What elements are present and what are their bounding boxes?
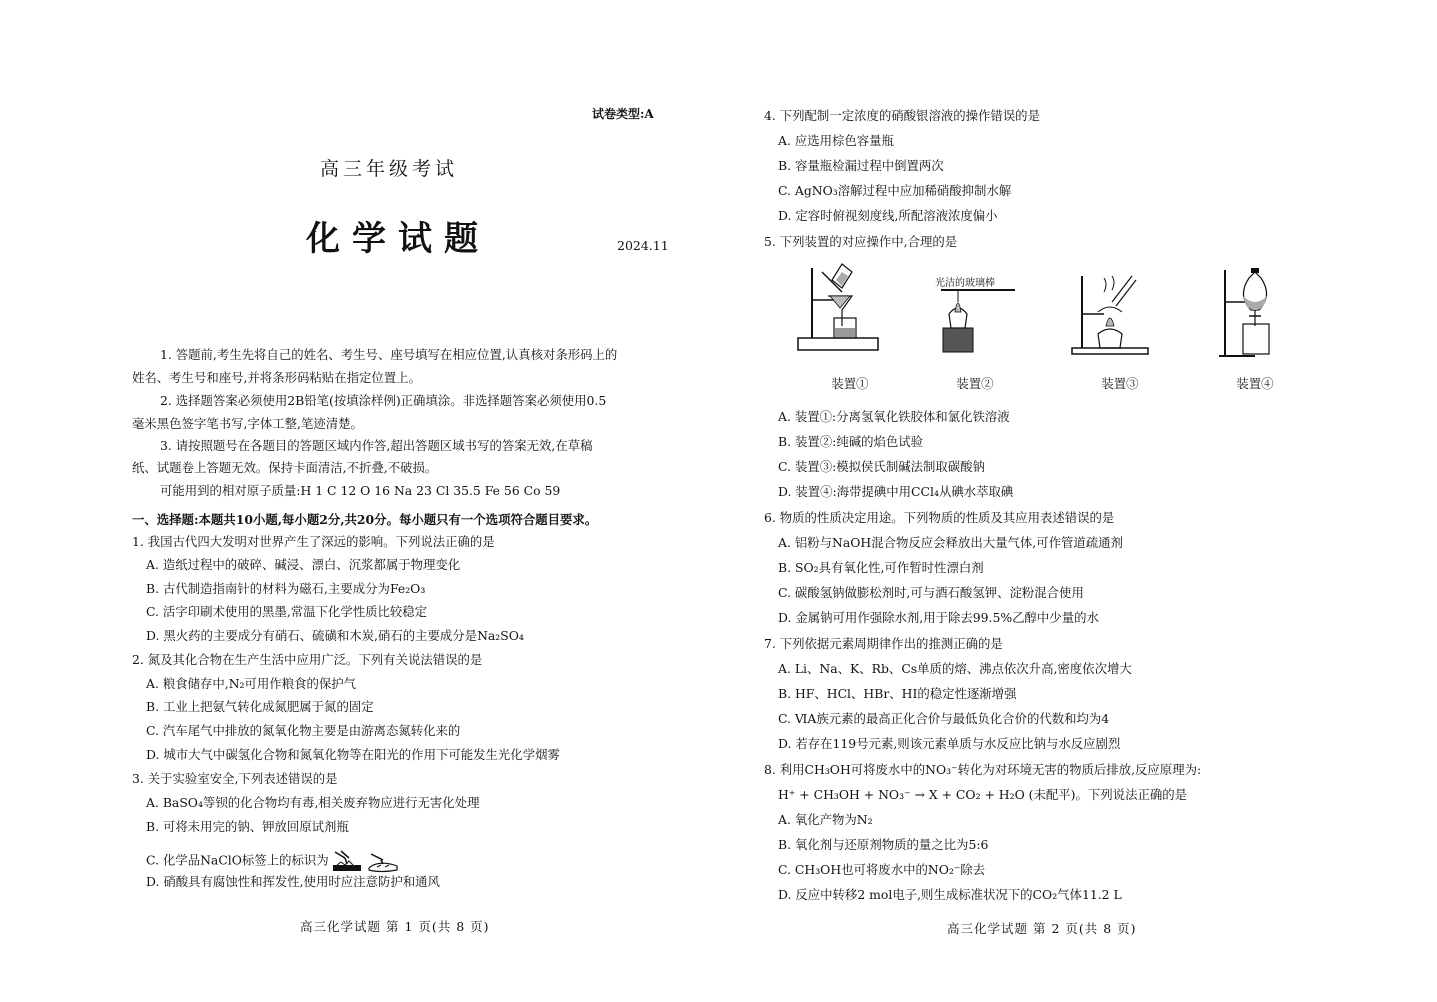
section-heading: 一、选择题:本题共10小题,每小题2分,共20分。每小题只有一个选项符合题目要求。 (132, 512, 598, 527)
option-c: C. 装置③:模拟侯氏制碱法制取碳酸钠 (778, 459, 985, 474)
option-d: D. 定容时俯视刻度线,所配溶液浓度偏小 (778, 208, 998, 223)
option-a: A. 造纸过程中的破碎、碱浸、漂白、沉浆都属于物理变化 (146, 557, 461, 572)
question-stem: 8. 利用CH₃OH可将废水中的NO₃⁻转化为对环境无害的物质后排放,反应原理为: (764, 762, 1202, 777)
option-d: D. 金属钠可用作强除水剂,用于除去99.5%乙醇中少量的水 (778, 610, 1099, 625)
option-b: B. 容量瓶检漏过程中倒置两次 (778, 158, 944, 173)
exam-date: 2024.11 (617, 238, 669, 253)
option-a: A. 氧化产物为N₂ (778, 812, 873, 827)
option-c (146, 848, 403, 874)
atomic-mass-line: 可能用到的相对原子质量:H 1 C 12 O 16 Na 23 Cl 35.5 Fe 56 Co 59 (160, 483, 561, 498)
subject-title: 化学试题 (306, 219, 490, 259)
option-a: A. 应选用棕色容量瓶 (778, 133, 894, 148)
notice-line: 毫米黑色签字笔书写,字体工整,笔迹清楚。 (132, 416, 363, 431)
option-c: C. 汽车尾气中排放的氮氧化物主要是由游离态氮转化来的 (146, 723, 461, 738)
option-c: C. AgNO₃溶解过程中应加稀硝酸抑制水解 (778, 183, 1012, 198)
apparatus-3 (1060, 262, 1180, 392)
option-d: D. 硝酸具有腐蚀性和挥发性,使用时应注意防护和通风 (146, 874, 440, 889)
apparatus-figure (790, 262, 1420, 392)
apparatus-2 (915, 262, 1035, 392)
option-a: A. 装置①:分离氢氧化铁胶体和氯化铁溶液 (778, 409, 1010, 424)
option-d: D. 黑火药的主要成分有硝石、硫磺和木炭,硝石的主要成分是Na₂SO₄ (146, 628, 524, 643)
notice-line: 1. 答题前,考生先将自己的姓名、考生号、座号填写在相应位置,认真核对条形码上的 (160, 347, 618, 362)
notice-line: 姓名、考生号和座号,并将条形码粘贴在指定位置上。 (132, 370, 421, 385)
option-a: A. BaSO₄等钡的化合物均有毒,相关废弃物应进行无害化处理 (146, 795, 480, 810)
apparatus-1-label: 装置① (831, 376, 869, 391)
option-b: B. 装置②:纯碱的焰色试验 (778, 434, 924, 449)
option-b: B. 氧化剂与还原剂物质的量之比为5:6 (778, 837, 989, 852)
option-c-text: C. 化学品NaClO标签上的标识为 (146, 852, 329, 868)
apparatus-2-label: 装置② (956, 376, 994, 391)
question-stem: 5. 下列装置的对应操作中,合理的是 (764, 234, 958, 249)
option-b: B. 可将未用完的钠、钾放回原试剂瓶 (146, 819, 349, 834)
page-footer: 高三化学试题 第 1 页(共 8 页) (300, 919, 490, 934)
corrosive-hazard-icon (331, 848, 403, 874)
option-c: C. ⅥA族元素的最高正化合价与最低负化合价的代数和均为4 (778, 711, 1110, 726)
option-b: B. SO₂具有氧化性,可作暂时性漂白剂 (778, 560, 984, 575)
option-d: D. 反应中转移2 mol电子,则生成标准状况下的CO₂气体11.2 L (778, 887, 1122, 902)
option-a: A. 粮食储存中,N₂可用作粮食的保护气 (146, 676, 357, 691)
option-d: D. 装置④:海带提碘中用CCl₄从碘水萃取碘 (778, 484, 1014, 499)
apparatus-4-label: 装置④ (1236, 376, 1274, 391)
question-stem: 1. 我国古代四大发明对世界产生了深远的影响。下列说法正确的是 (132, 534, 495, 549)
apparatus-4 (1195, 262, 1315, 392)
option-b: B. 工业上把氨气转化成氮肥属于氮的固定 (146, 699, 374, 714)
option-d: D. 若存在119号元素,则该元素单质与水反应比钠与水反应剧烈 (778, 736, 1121, 751)
option-d: D. 城市大气中碳氢化合物和氮氧化物等在阳光的作用下可能发生光化学烟雾 (146, 747, 560, 762)
heating-apparatus-icon (1060, 262, 1180, 362)
question-stem: 4. 下列配制一定浓度的硝酸银溶液的操作错误的是 (764, 108, 1040, 123)
grade-title: 高三年级考试 (320, 158, 459, 180)
exam-page-2 (718, 0, 1437, 1002)
exam-page-1 (0, 0, 718, 1002)
notice-line: 纸、试题卷上答题无效。保持卡面清洁,不折叠,不破损。 (132, 460, 438, 475)
question-stem: 2. 氮及其化合物在生产生活中应用广泛。下列有关说法错误的是 (132, 652, 483, 667)
option-b: B. HF、HCl、HBr、HI的稳定性逐渐增强 (778, 686, 1017, 701)
option-c: C. 碳酸氢钠做膨松剂时,可与酒石酸氢钾、淀粉混合使用 (778, 585, 1084, 600)
option-c: C. 活字印刷术使用的黑墨,常温下化学性质比较稳定 (146, 604, 428, 619)
reaction-equation: H⁺ + CH₃OH + NO₃⁻ → X + CO₂ + H₂O (未配平)。下列说法正确的是 (778, 787, 1188, 802)
exam-type-label: 试卷类型:A (592, 107, 654, 121)
question-stem: 6. 物质的性质决定用途。下列物质的性质及其应用表述错误的是 (764, 510, 1115, 525)
option-b: B. 古代制造指南针的材料为磁石,主要成分为Fe₂O₃ (146, 581, 426, 596)
separatory-funnel-icon (1195, 262, 1315, 362)
question-stem: 3. 关于实验室安全,下列表述错误的是 (132, 771, 338, 786)
apparatus-3-label: 装置③ (1101, 376, 1139, 391)
page-footer: 高三化学试题 第 2 页(共 8 页) (947, 921, 1137, 936)
option-a: A. 铝粉与NaOH混合物反应会释放出大量气体,可作管道疏通剂 (778, 535, 1123, 550)
apparatus-1 (790, 262, 910, 392)
option-a: A. Li、Na、K、Rb、Cs单质的熔、沸点依次升高,密度依次增大 (778, 661, 1132, 676)
filtration-apparatus-icon (790, 262, 910, 362)
question-stem: 7. 下列依据元素周期律作出的推测正确的是 (764, 636, 1003, 651)
glass-rod-label: 光洁的玻璃棒 (935, 278, 995, 289)
notice-line: 2. 选择题答案必须使用2B铅笔(按填涂样例)正确填涂。非选择题答案必须使用0.5 (160, 393, 607, 408)
option-c: C. CH₃OH也可将废水中的NO₂⁻除去 (778, 862, 986, 877)
notice-line: 3. 请按照题号在各题目的答题区域内作答,超出答题区域书写的答案无效,在草稿 (160, 438, 593, 453)
